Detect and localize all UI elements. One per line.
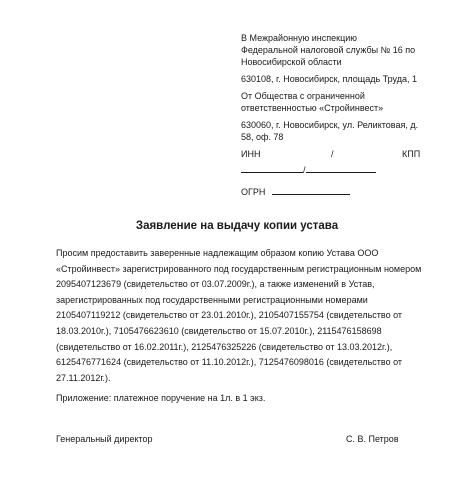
addressee-authority xyxy=(241,32,441,68)
body-line: (свидетельство от 16.02.2011г.), 2125476325226 (свидетельство от 13.03.2012г.), xyxy=(56,341,393,352)
sender-address xyxy=(241,119,441,143)
ogrn-row xyxy=(241,184,441,196)
body-line: «Стройинвест» зарегистрированного под государственным регистрационным номером xyxy=(56,263,422,274)
addressee-address-line: 630108, г. Новосибирск, площадь Труда, 1 xyxy=(241,74,418,84)
ogrn-label: ОГРН xyxy=(241,187,266,197)
addressee-address xyxy=(241,73,441,85)
sender-line: От Общества с ограниченной xyxy=(241,91,365,101)
document-title: Заявление на выдачу копии устава xyxy=(135,220,339,232)
body-line: 27.11.2012г.). xyxy=(56,372,111,383)
sender-address-line: 630060, г. Новосибирск, ул. Реликтовая, д. xyxy=(241,120,419,130)
document-body xyxy=(56,246,426,386)
sender-address-line: 58, оф. 78 xyxy=(241,132,284,142)
body-line: 18.03.2010г.), 7105476623610 (свидетельство от 15.07.2010г.), 2115476158698 xyxy=(56,325,382,336)
inn-label: ИНН xyxy=(241,149,261,159)
inn-kpp-separator: / xyxy=(331,149,334,159)
addressee-block xyxy=(241,32,441,196)
inn-kpp-labels xyxy=(241,148,441,160)
kpp-label: КПП xyxy=(402,149,421,159)
sender-line: ответственностью «Стройинвест» xyxy=(241,103,384,113)
ogrn-blank-line xyxy=(272,184,350,195)
inn-kpp-separator-line: / xyxy=(303,165,306,175)
inn-blank-line xyxy=(241,162,303,173)
body-line: 6125476771624 (свидетельство от 11.10.2012г.), 7125476098016 (свидетельство от xyxy=(56,357,403,368)
sender-name xyxy=(241,90,441,114)
body-line: 2095407123679 (свидетельство от 03.07.2009г.), а также изменений в Устав, xyxy=(56,279,375,290)
addressee-line: В Межрайонную инспекцию xyxy=(241,33,358,43)
kpp-blank-line xyxy=(306,162,376,173)
body-line: Просим предоставить заверенные надлежащим образом копию Устава ООО xyxy=(56,248,379,258)
body-line: зарегистрированных под государственными регистрационными номерами xyxy=(56,294,368,305)
inn-kpp-fill-line xyxy=(241,162,441,174)
addressee-line: Федеральной налоговой службы № 16 по xyxy=(241,45,416,55)
signatory-position: Генеральный директор xyxy=(56,434,153,444)
signatory-name: С. В. Петров xyxy=(346,434,399,444)
addressee-line: Новосибирской области xyxy=(241,57,342,67)
appendix-line: Приложение: платежное поручение на 1л. в 1 экз. xyxy=(56,393,266,403)
body-line: 2105407119212 (свидетельство от 23.01.2010г.), 2105407155754 (свидетельство от xyxy=(56,310,403,321)
